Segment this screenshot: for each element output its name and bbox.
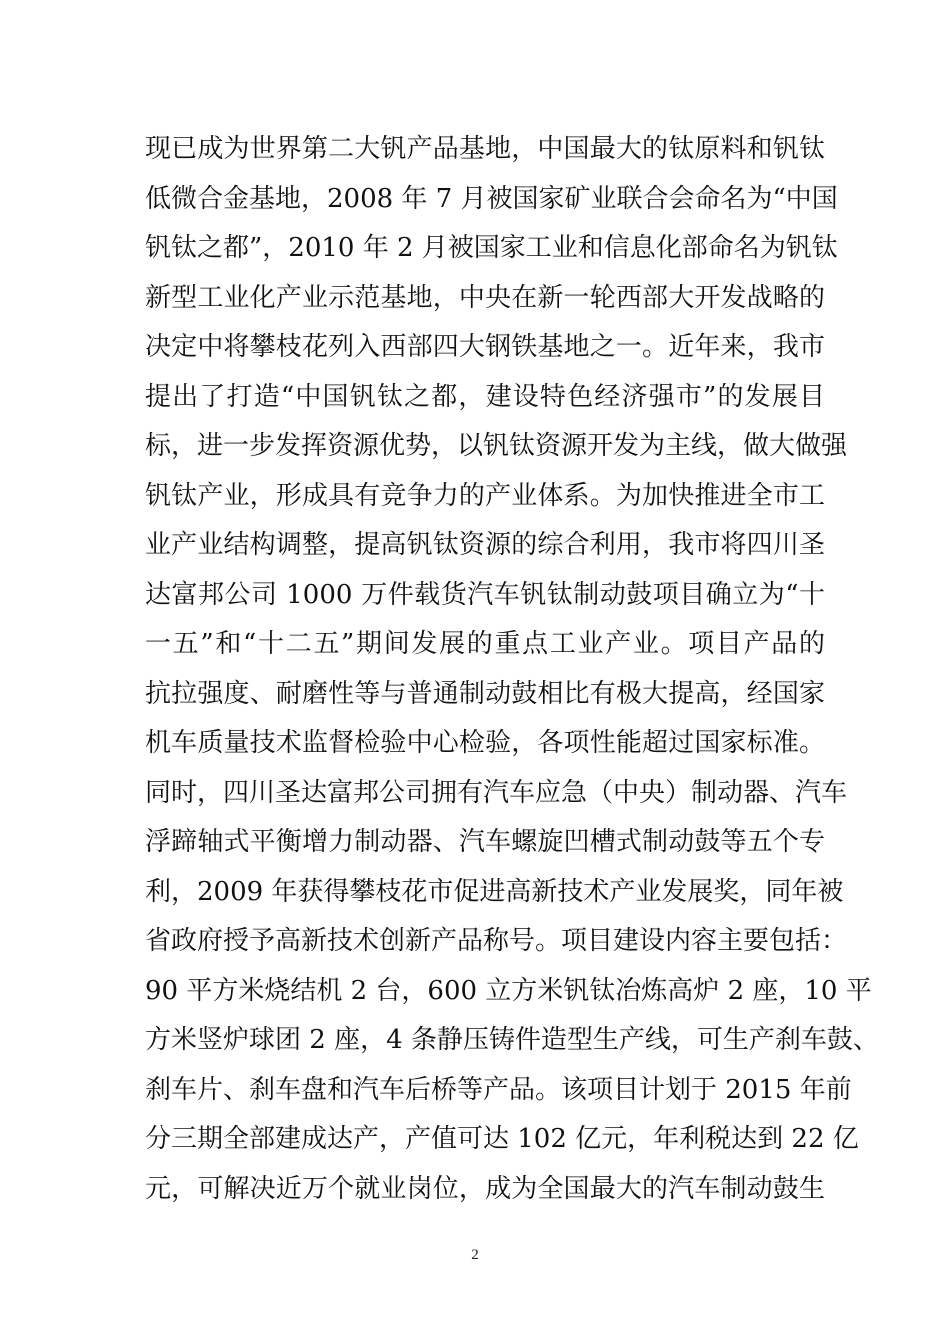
text-line: 一五”和“十二五”期间发展的重点工业产业。项目产品的	[145, 629, 825, 659]
text-line: 新型工业化产业示范基地，中央在新一轮西部大开发战略的	[145, 282, 825, 313]
text-line: 同时，四川圣达富邦公司拥有汽车应急（中央）制动器、汽车	[145, 777, 848, 808]
text-line: 利，2009 年获得攀枝花市促进高新技术产业发展奖，同年被	[145, 876, 844, 907]
text-line: 机车质量技术监督检验中心检验，各项性能超过国家标准。	[145, 728, 825, 758]
text-line: 刹车片、刹车盘和汽车后桥等产品。该项目计划于 2015 年前	[145, 1074, 852, 1105]
text-line: 方米竖炉球团 2 座，4 条静压铸件造型生产线，可生产刹车鼓、	[145, 1025, 879, 1055]
text-line: 现已成为世界第二大钒产品基地，中国最大的钛原料和钒钛	[145, 134, 825, 164]
text-line: 提出了打造“中国钒钛之都，建设特色经济强市”的发展目	[145, 381, 825, 412]
text-line: 钒钛之都”，2010 年 2 月被国家工业和信息化部命名为钒钛	[145, 233, 838, 263]
text-line: 达富邦公司 1000 万件载货汽车钒钛制动鼓项目确立为“十	[145, 579, 825, 610]
text-line: 省政府授予高新技术创新产品称号。项目建设内容主要包括：	[145, 926, 848, 956]
text-line: 钒钛产业，形成具有竞争力的产业体系。为加快推进全市工	[145, 480, 825, 511]
text-line: 低微合金基地，2008 年 7 月被国家矿业联合会命名为“中国	[145, 183, 838, 214]
text-line: 90 平方米烧结机 2 台，600 立方米钒钛冶炼高炉 2 座，10 平	[145, 975, 872, 1006]
text-line: 业产业结构调整，提高钒钛资源的综合利用，我市将四川圣	[145, 530, 825, 560]
page-number: 2	[471, 1247, 479, 1263]
body-text	[145, 125, 879, 1214]
text-line: 抗拉强度、耐磨性等与普通制动鼓相比有极大提高，经国家	[145, 678, 825, 709]
text-line: 浮蹄轴式平衡增力制动器、汽车螺旋凹槽式制动鼓等五个专	[145, 827, 825, 857]
text-line: 决定中将攀枝花列入西部四大钢铁基地之一。近年来，我市	[145, 332, 825, 362]
text-line: 分三期全部建成达产，产值可达 102 亿元，年利税达到 22 亿	[145, 1124, 859, 1154]
text-line: 元，可解决近万个就业岗位，成为全国最大的汽车制动鼓生	[145, 1173, 825, 1204]
text-line: 标，进一步发挥资源优势，以钒钛资源开发为主线，做大做强	[145, 431, 848, 461]
